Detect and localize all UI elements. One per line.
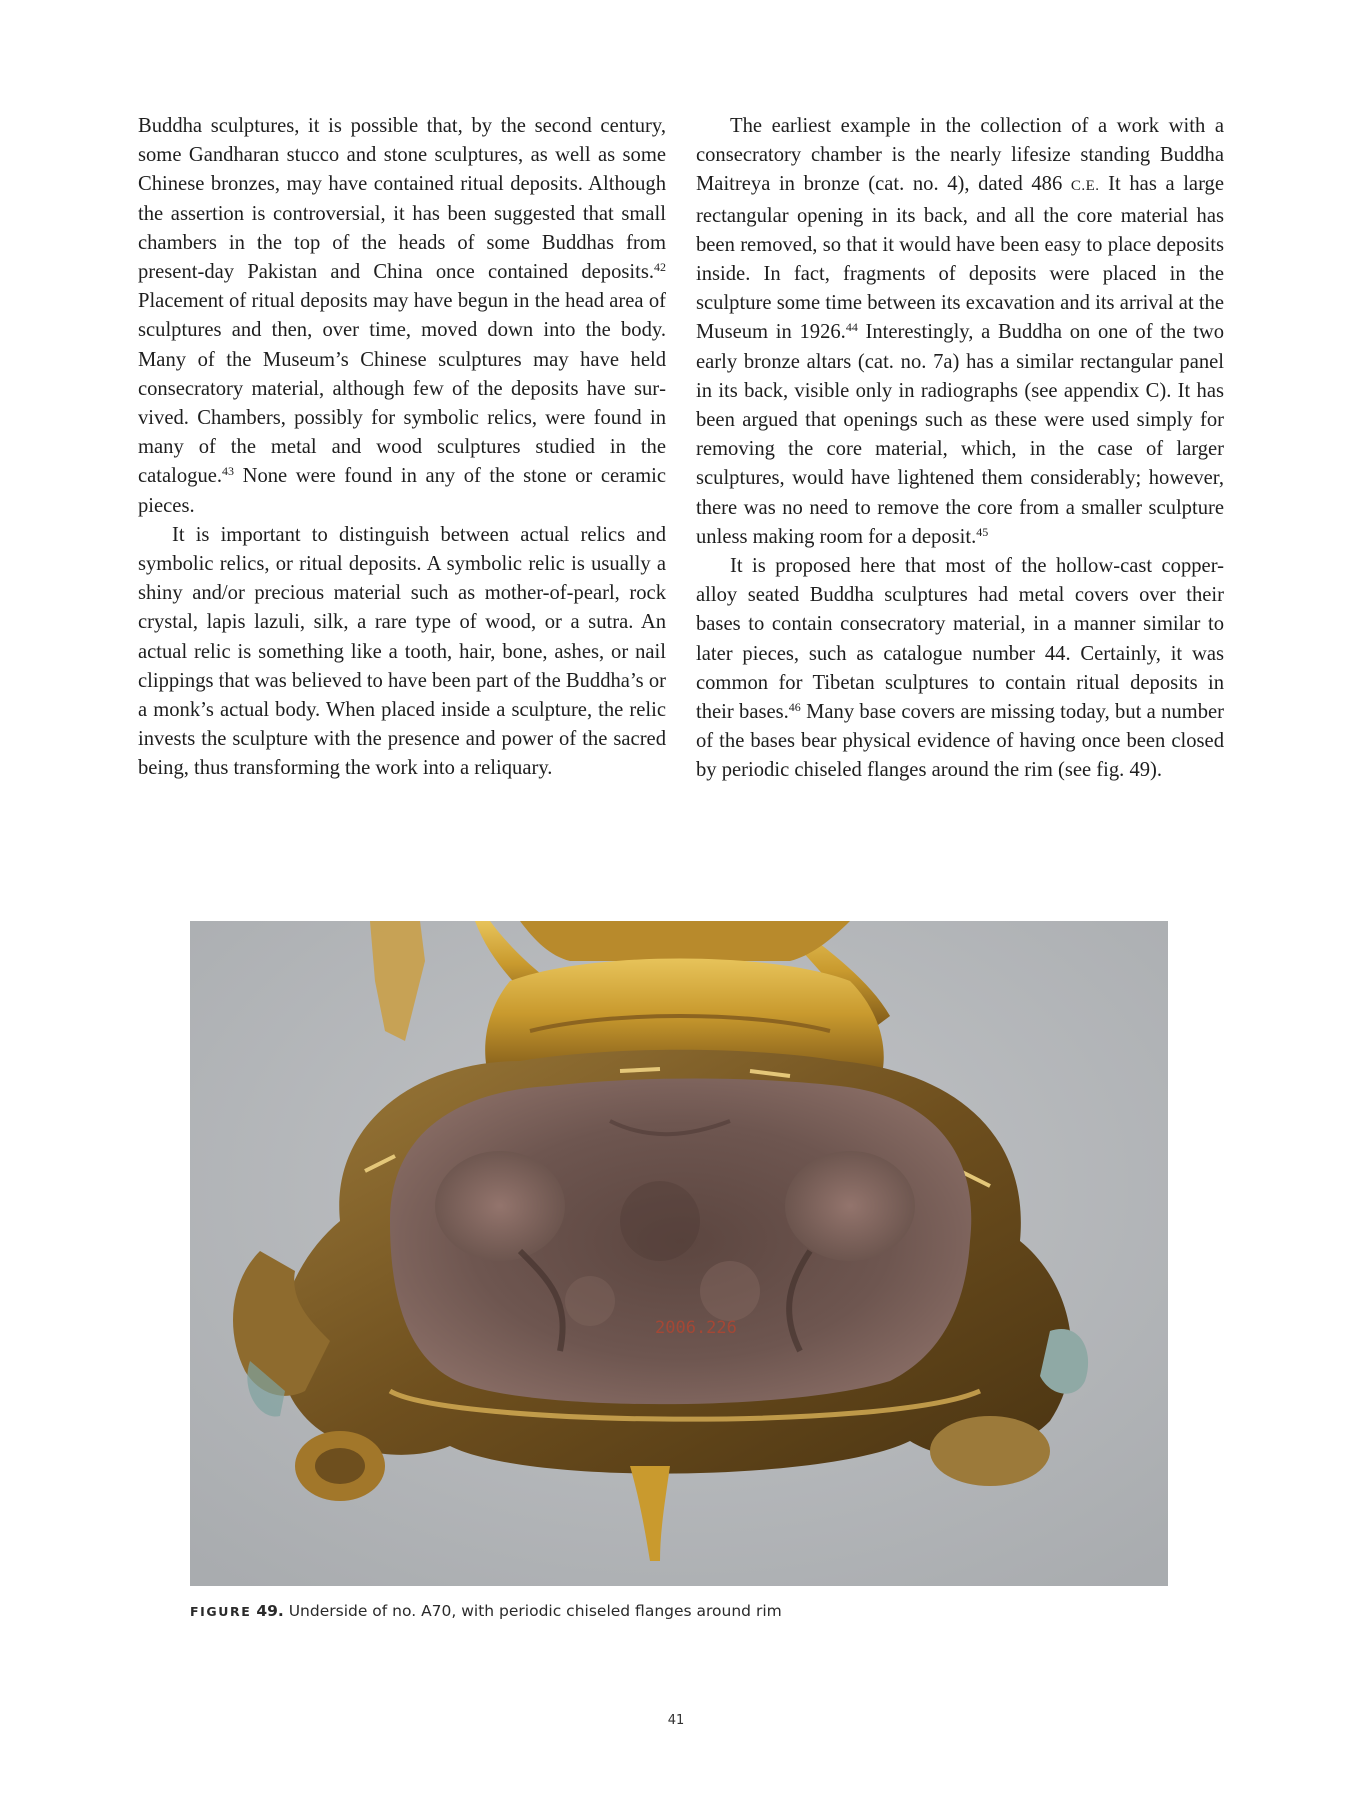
text-run: Placement of ritual deposits may have begun in the head area of sculptures and then, over time, moved down into the body. Many of the Museum’s Chinese sculptures may have held consecratory material, although few of the deposits have survived. Chambers, possibly for symbolic relics, were found in many of the metal and wood sculptures studied in the catalogue. [138, 290, 666, 488]
text-run: The earliest example in the collection of a work with a consecratory chamber is the nearly lifesize standing Buddha Maitreya in bronze (cat. no. 4), dated 486 [696, 115, 1224, 196]
text-run: It has a large rectangular opening in its back, and all the core material has been removed, so that it would have been easy to place deposits inside. In fact, fragments of deposits were placed in the sculpture some time between its excavation and its arrival at the Museum in 1926. [696, 173, 1224, 344]
figure-photo [190, 921, 1168, 1586]
sculpture-underside-image [190, 921, 1168, 1586]
era-abbreviation: C.E. [1070, 178, 1100, 195]
left-paragraph-2: It is important to distinguish between actual relics and symbolic relics, or ritual deposits. A symbolic relic is usually a shiny and/or precious material such as mother-of-pearl, rock crystal, lapis lazuli, silk, a rare type of wood, or a sutra. An actual relic is something like a tooth, hair, bone, ashes, or nail clippings that was believed to have been part of the Buddha’s or a monk’s actual body. When placed inside a sculpture, the relic invests the sculpture with the presence and power of the sacred being, thus transforming the work into a reliquary. [138, 523, 666, 780]
figure-label: FIGURE [190, 1604, 252, 1619]
text-run: It is proposed here that most of the hollow-cast copper-alloy seated Buddha sculptures had metal covers over their bases to contain consecratory material, in a manner similar to later pieces, such as catalogue number 44. Certainly, it was common for Tibetan sculptures to contain ritual deposits in their bases. [696, 555, 1224, 724]
figure-number: 49. [256, 1602, 284, 1620]
left-paragraph-1 [138, 112, 666, 521]
footnote-ref[interactable]: 46 [788, 700, 801, 715]
page-number: 41 [667, 1713, 685, 1728]
footnote-ref[interactable]: 43 [222, 464, 235, 479]
text-run: None were found in any of the stone or ceramic pieces. [138, 465, 666, 517]
figure-caption [190, 1600, 1168, 1623]
text-run: Buddha sculptures, it is possible that, by the second century, some Gandharan stucco and stone sculptures, as well as some Chinese bronzes, may have contained ritual deposits. Although the assertion is controversial, it has been suggested that small chambers in the top of the heads of some Buddhas from present-day Pakistan and China once contained deposits. [138, 115, 666, 284]
accession-mark: 2006.226 [655, 1318, 737, 1338]
footnote-ref[interactable]: 45 [976, 524, 989, 539]
text-run: Interestingly, a Buddha on one of the two early bronze altars (cat. no. 7a) has a similar rectangular panel in its back, visible only in radiographs (see appendix C). It has been argued that openings such as these were used simply for removing the core material, which, in the case of larger sculptures, would have lightened them considerably; however, there was no need to remove the core from a smaller sculpture unless making room for a deposit. [696, 321, 1224, 548]
footnote-ref[interactable]: 42 [654, 260, 666, 275]
right-column [696, 112, 1224, 786]
text-run: Many base covers are missing today, but a number of the bases bear physical evidence of having once been closed by periodic chiseled flanges around the rim (see fig. 49). [696, 701, 1224, 782]
left-column [138, 112, 666, 784]
caption-text: Underside of no. A70, with periodic chiseled flanges around rim [283, 1602, 782, 1620]
footnote-ref[interactable]: 44 [845, 320, 858, 335]
right-paragraph-1 [696, 112, 1224, 552]
right-paragraph-2 [696, 552, 1224, 786]
